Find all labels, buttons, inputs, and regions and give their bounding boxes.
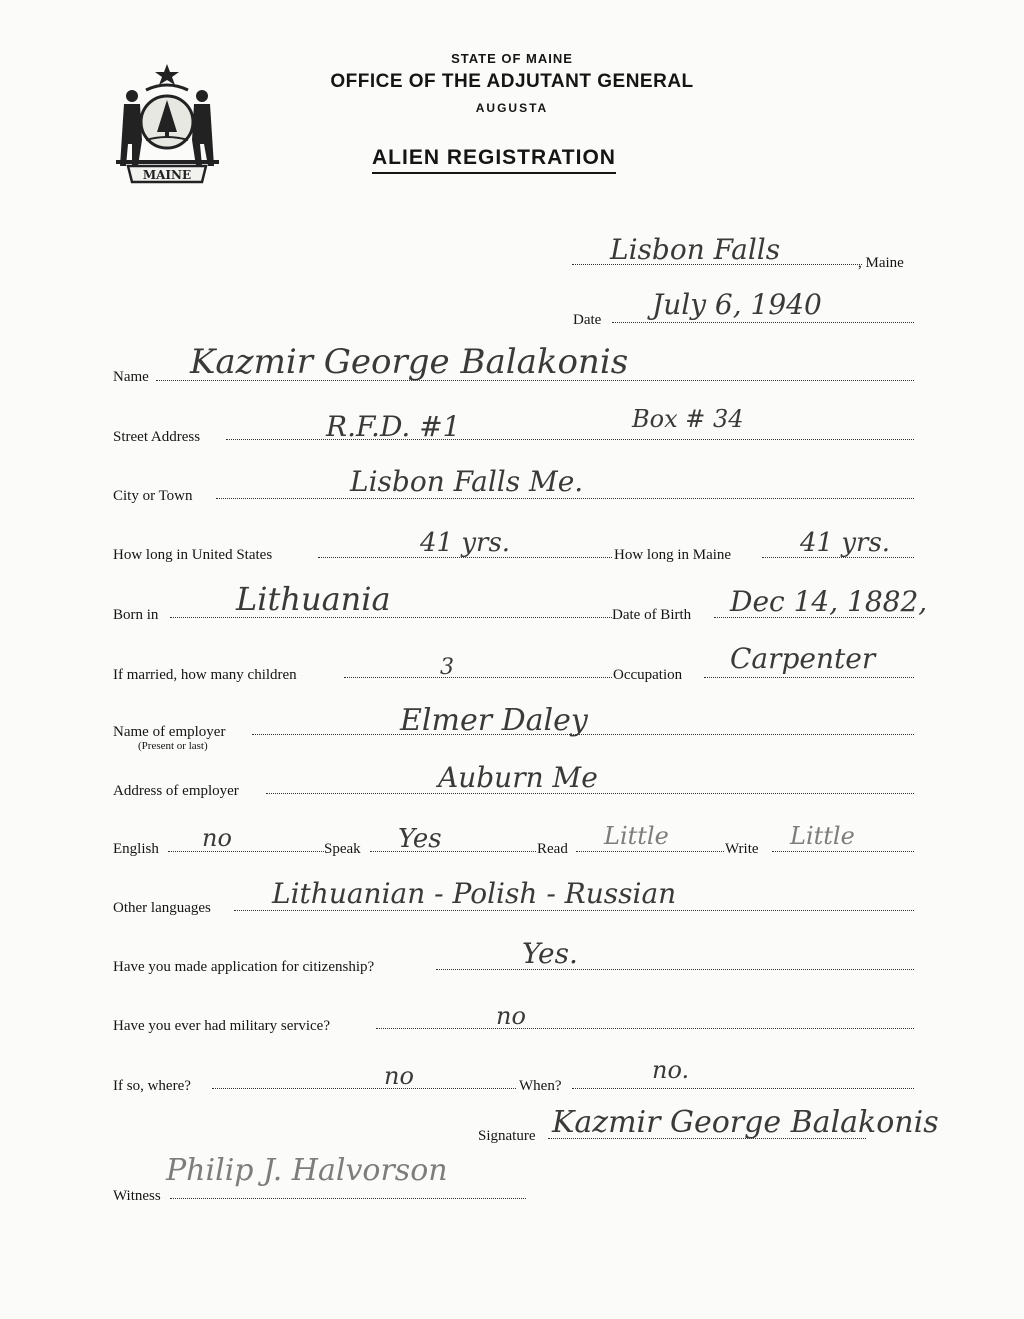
employer-value: Elmer Daley bbox=[400, 703, 588, 738]
citizenship-value: Yes. bbox=[522, 937, 578, 970]
maine-label: How long in Maine bbox=[614, 547, 732, 563]
header-state: STATE OF MAINE bbox=[451, 51, 573, 66]
us-label: How long in United States bbox=[113, 547, 273, 563]
header-office: OFFICE OF THE ADJUTANT GENERAL bbox=[330, 71, 694, 92]
maine-value: 41 yrs. bbox=[800, 528, 891, 558]
when-label: When? bbox=[519, 1078, 562, 1094]
other-lang-line bbox=[234, 910, 914, 911]
street-value: R.F.D. #1 bbox=[326, 410, 461, 443]
place-suffix: , Maine bbox=[858, 255, 904, 271]
place-value: Lisbon Falls bbox=[610, 233, 781, 266]
born-label: Born in bbox=[113, 607, 159, 623]
citizenship-label: Have you made application for citizenship? bbox=[113, 959, 375, 975]
speak-value: Yes bbox=[398, 824, 442, 854]
dob-label: Date of Birth bbox=[612, 607, 692, 623]
name-value: Kazmir George Balakonis bbox=[190, 342, 629, 382]
english-label: English bbox=[113, 841, 159, 857]
dob-value: Dec 14, 1882, bbox=[730, 585, 928, 618]
header-city: AUGUSTA bbox=[475, 101, 549, 115]
city-value: Lisbon Falls Me. bbox=[350, 465, 584, 498]
where-line bbox=[212, 1088, 516, 1089]
children-value: 3 bbox=[440, 655, 454, 680]
seal-banner-text: MAINE bbox=[142, 168, 192, 182]
speak-label: Speak bbox=[324, 841, 361, 857]
city-line bbox=[216, 498, 914, 499]
form-title: ALIEN REGISTRATION bbox=[372, 146, 616, 174]
other-lang-label: Other languages bbox=[113, 900, 211, 916]
write-value: Little bbox=[790, 822, 855, 850]
other-lang-value: Lithuanian - Polish - Russian bbox=[272, 877, 677, 910]
when-line bbox=[572, 1088, 914, 1089]
when-value: no. bbox=[652, 1056, 690, 1084]
date-value: July 6, 1940 bbox=[652, 288, 822, 321]
date-label: Date bbox=[573, 312, 602, 328]
signature-label: Signature bbox=[478, 1128, 536, 1144]
english-value: no bbox=[202, 824, 232, 852]
english-line bbox=[168, 851, 324, 852]
children-label: If married, how many children bbox=[113, 667, 297, 683]
speak-line bbox=[370, 851, 536, 852]
occupation-label: Occupation bbox=[613, 667, 683, 683]
name-label: Name bbox=[113, 369, 149, 385]
date-line bbox=[612, 322, 914, 323]
witness-label: Witness bbox=[113, 1188, 161, 1204]
where-value: no bbox=[384, 1062, 414, 1090]
read-value: Little bbox=[604, 822, 669, 850]
employer-address-value: Auburn Me bbox=[438, 761, 598, 794]
employer-sublabel: (Present or last) bbox=[138, 740, 208, 752]
occupation-value: Carpenter bbox=[730, 642, 876, 675]
street-label: Street Address bbox=[113, 429, 201, 445]
read-line bbox=[576, 851, 724, 852]
where-label: If so, where? bbox=[113, 1078, 191, 1094]
employer-label: Name of employer bbox=[113, 724, 226, 740]
write-line bbox=[772, 851, 914, 852]
military-value: no bbox=[496, 1002, 526, 1030]
write-label: Write bbox=[725, 841, 759, 857]
military-line bbox=[376, 1028, 914, 1029]
read-label: Read bbox=[537, 841, 568, 857]
witness-line bbox=[170, 1198, 526, 1199]
citizenship-line bbox=[436, 969, 914, 970]
occupation-line bbox=[704, 677, 914, 678]
witness-value: Philip J. Halvorson bbox=[166, 1153, 448, 1188]
city-label: City or Town bbox=[113, 488, 193, 504]
signature-value: Kazmir George Balakonis bbox=[552, 1105, 939, 1140]
street-box-value: Box # 34 bbox=[632, 405, 744, 433]
children-line bbox=[344, 677, 612, 678]
born-value: Lithuania bbox=[236, 580, 391, 618]
military-label: Have you ever had military service? bbox=[113, 1018, 330, 1034]
us-value: 41 yrs. bbox=[420, 528, 511, 558]
employer-address-label: Address of employer bbox=[113, 783, 239, 799]
